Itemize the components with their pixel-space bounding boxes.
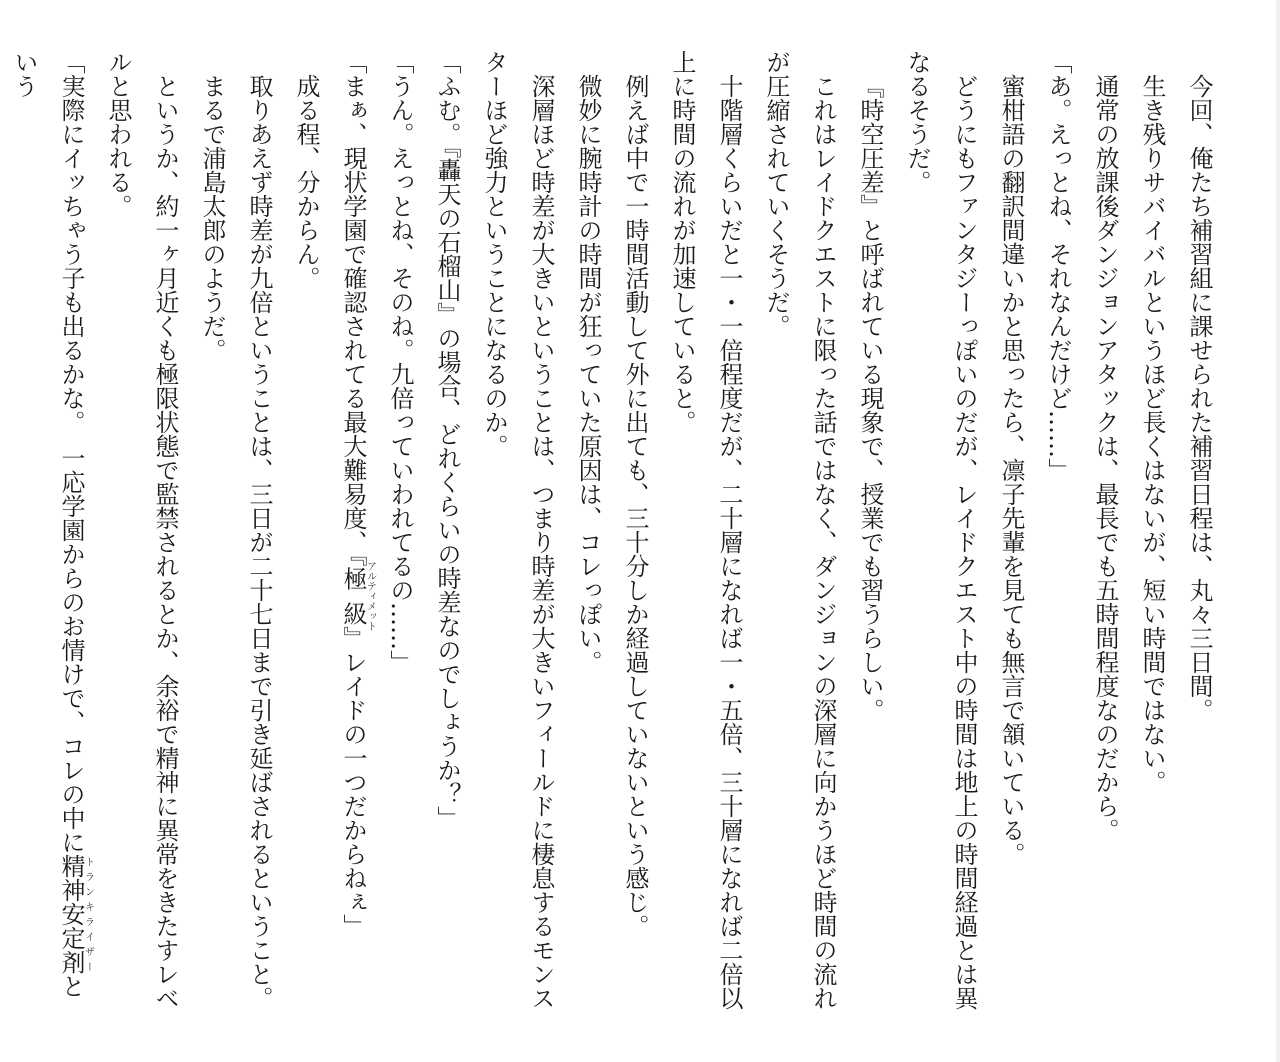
ruby-text: アルティメット (364, 561, 376, 631)
dialogue-paragraph: 「うん。えっとね、そのね。九倍っていわれてるの……」 (386, 50, 414, 674)
paragraph: 十階層くらいだと一・一倍程度だが、二十層になれば一・五倍、三十層になれば二倍以上に時間の流れが加速していると。 (668, 50, 743, 1010)
vertical-text-body (10, 50, 1222, 1010)
paragraph: 微妙に腕時計の時間が狂っていた原因は、コレっぽい。 (574, 74, 602, 674)
paragraph: 深層ほど時差が大きいということは、つまり時差が大きいフィールドに棲息するモンスターほど強力ということになるのか。 (480, 50, 555, 1010)
paragraph: 生き残りサバイバルというほど長くはないが、短い時間ではない。 (1138, 74, 1166, 794)
paragraph: 通常の放課後ダンジョンアタックは、最長でも五時間程度なのだから。 (1091, 74, 1119, 842)
paragraph: これはレイドクエストに限った話ではなく、ダンジョンの深層に向かうほど時間の流れが圧縮されていくそうだ。 (762, 50, 837, 1010)
text-run: 「まぁ、現状学園で確認されてる最大難易度、『 (339, 50, 367, 566)
ruby-annotation (339, 561, 376, 631)
paragraph: どうにもファンタジーっぽいのだが、レイドクエスト中の時間は地上の時間経過とは異なるそうだ。 (903, 50, 978, 1010)
dialogue-paragraph (0, 50, 94, 1010)
ruby-base: 精神安定剤 (57, 854, 85, 974)
paragraph: 例えば中で一時間活動して外に出ても、三十分しか経過していないという感じ。 (621, 74, 649, 938)
dialogue-paragraph: 「あ。えっとね、それなんだけど……」 (1044, 50, 1072, 482)
text-run: 』レイドの一つだからねぇ」 (339, 626, 367, 938)
dialogue-paragraph (329, 50, 376, 1010)
paragraph: 『時空圧差』と呼ばれている現象で、授業でも習うらしい。 (856, 74, 884, 722)
dialogue-paragraph: 「ふむ。『轟天の石榴山』の場合、どれくらいの時差なのでしょうか？」 (433, 50, 461, 830)
paragraph: 成る程、分からん。 (292, 74, 320, 290)
ruby-base: 極級 (339, 561, 367, 631)
paragraph: 蜜柑語の翻訳間違いかと思ったら、凛子先輩を見ても無言で頷いている。 (997, 74, 1025, 866)
text-run: という (10, 50, 85, 998)
text-run: 「実際にイッちゃう子も出るかな。 一応学園からのお情けで、コレの中に (57, 50, 85, 854)
paragraph: まるで浦島太郎のようだ。 (198, 74, 226, 362)
paragraph: というか、約一ヶ月近くも極限状態で監禁されるとか、余裕で精神に異常をきたすレベルと思われる。 (104, 50, 179, 1010)
ruby-text: トランキライザー (82, 854, 94, 974)
paragraph: 今回、俺たち補習組に課せられた補習日程は、丸々三日間。 (1185, 74, 1213, 722)
ruby-annotation (57, 854, 94, 974)
paragraph: 取りあえず時差が九倍ということは、三日が二十七日まで引き延ばされるということ。 (245, 74, 273, 1010)
page-edge (1276, 0, 1280, 1062)
